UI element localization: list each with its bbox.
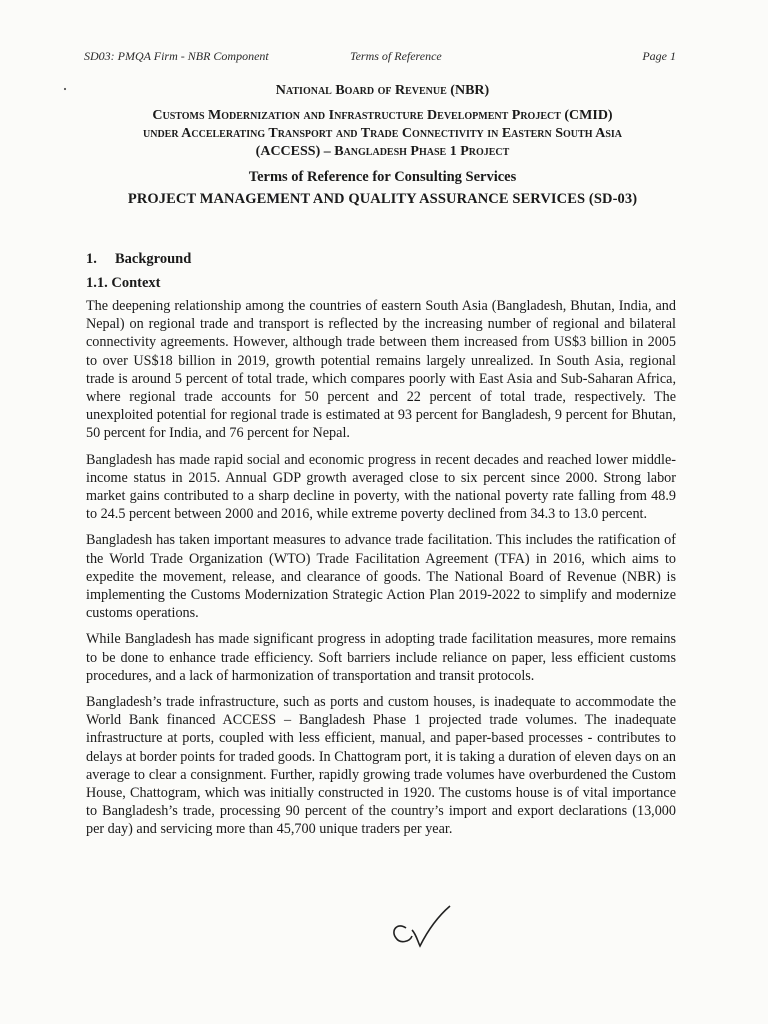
project-title-line-1: Customs Modernization and Infrastructure Development Project (CMID) (152, 108, 613, 123)
subsection-heading: 1.1. Context (86, 275, 161, 291)
header-document-type: Terms of Reference (350, 49, 442, 63)
paragraph: While Bangladesh has made significant progress in adopting trade facilitation measures, more remains to be done to enhance trade efficiency. Soft barriers include reliance on paper, less efficient customs procedures, and a lack of harmonization of transportation and transit protocols. (86, 631, 676, 684)
organization-title: National Board of Revenue (NBR) (275, 83, 490, 98)
paragraph: Bangladesh’s trade infrastructure, such as ports and custom houses, is inadequate to accommodate the World Bank financed ACCESS – Bangladesh Phase 1 projected trade volumes. The inadequate infrastructure at ports, coupled with less efficient, manual, and paper-based processes - contributes to delays at border points for traded goods. In Chattogram port, it is taking a duration of eleven days on an average to clear a consignment. Further, rapidly growing trade volumes have overburdened the Custom House, Chattogram, which was initially constructed in 1920. The customs house is of vital importance to Bangladesh’s trade, processing 90 percent of the country’s import and export declarations (13,000 per day) and servicing more than 45,700 unique traders per year. (86, 694, 676, 838)
body-text (86, 297, 676, 847)
services-title: PROJECT MANAGEMENT AND QUALITY ASSURANCE SERVICES (SD-03) (127, 191, 638, 207)
paragraph: Bangladesh has made rapid social and economic progress in recent decades and reached lower middle-income status in 2015. Annual GDP growth averaged close to six percent since 2000. Strong labor market gains contributed to a sharp decline in poverty, with the national poverty rate falling from 48.9 to 24.5 percent between 2000 and 2016, while extreme poverty declined from 34.3 to 13.0 percent. (86, 451, 676, 523)
paragraph: Bangladesh has taken important measures to advance trade facilitation. This includes the ratification of the World Trade Organization (WTO) Trade Facilitation Agreement (TFA) in 2016, which aims to expedite the movement, release, and clearance of goods. The National Board of Revenue (NBR) is implementing the Customs Modernization Strategic Action Plan 2019-2022 to simplify and modernize customs operations. (86, 532, 676, 622)
project-title-line-2: under Accelerating Transport and Trade Connectivity in Eastern South Asia (143, 126, 622, 141)
tor-title: Terms of Reference for Consulting Services (248, 169, 517, 185)
paragraph: The deepening relationship among the countries of eastern South Asia (Bangladesh, Bhutan, India, and Nepal) on regional trade and transport is reflected by the increasing number of regional and bilateral connectivity agreements. However, although trade between them increased from US$3 billion in 2005 to over US$18 billion in 2019, growth potential remains largely unrealized. In South Asia, regional trade is around 5 percent of total trade, which compares poorly with East Asia and Sub-Saharan Africa, where regional trade accounts for 50 percent and 22 percent of total trade, respectively. The unexploited potential for regional trade is estimated at 93 percent for Bangladesh, 9 percent for Bhutan, 50 percent for India, and 76 percent for Nepal. (86, 298, 676, 442)
header-document-id: SD03: PMQA Firm - NBR Component (84, 49, 269, 63)
header-page-number: Page 1 (642, 49, 676, 63)
section-heading (86, 251, 676, 268)
section-title: Background (115, 251, 192, 267)
scan-speck (62, 86, 70, 94)
section-number: 1. (86, 251, 97, 267)
signature-initials (388, 900, 460, 952)
title-block (60, 82, 705, 208)
project-title-line-3: (ACCESS) – Bangladesh Phase 1 Project (255, 144, 510, 159)
